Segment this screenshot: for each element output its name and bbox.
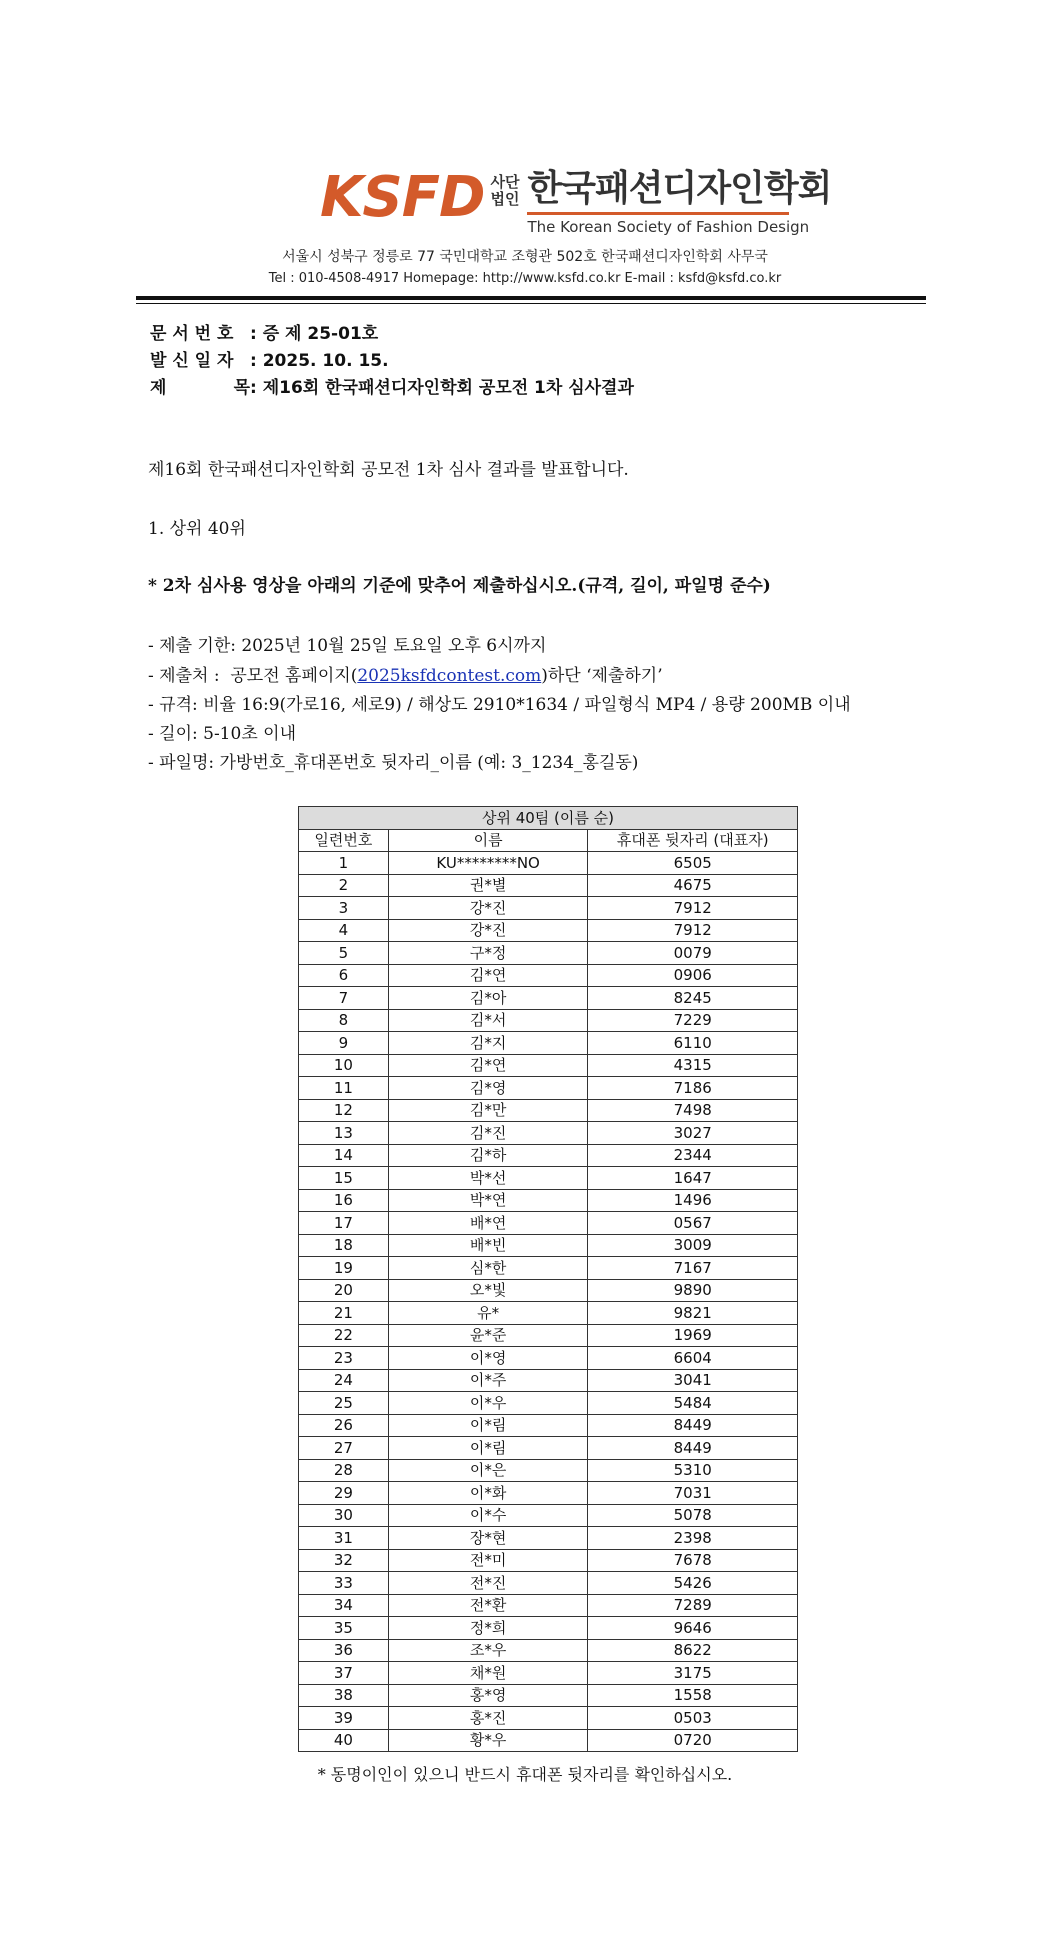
header-name: 이름 xyxy=(388,829,588,852)
row-phone: 7186 xyxy=(588,1077,798,1100)
header-serial: 일련번호 xyxy=(299,829,389,852)
table-row xyxy=(299,987,798,1010)
logo-corp-mark xyxy=(490,174,519,208)
row-name: 권*별 xyxy=(388,874,588,897)
row-name: KU********NO xyxy=(388,852,588,875)
table-row xyxy=(299,1684,798,1707)
row-serial: 7 xyxy=(299,987,389,1010)
row-phone: 7229 xyxy=(588,1009,798,1032)
logo-corp-line1: 사단 xyxy=(490,173,520,191)
row-name: 심*한 xyxy=(388,1257,588,1280)
row-name: 홍*영 xyxy=(388,1684,588,1707)
subject-line xyxy=(150,373,634,398)
row-serial: 24 xyxy=(299,1369,389,1392)
row-name: 전*미 xyxy=(388,1549,588,1572)
row-name: 배*연 xyxy=(388,1212,588,1235)
row-name: 김*서 xyxy=(388,1009,588,1032)
table-row xyxy=(299,1347,798,1370)
row-phone: 5078 xyxy=(588,1504,798,1527)
table-row xyxy=(299,1662,798,1685)
table-row xyxy=(299,1212,798,1235)
row-phone: 5310 xyxy=(588,1459,798,1482)
row-serial: 9 xyxy=(299,1032,389,1055)
row-name: 이*영 xyxy=(388,1347,588,1370)
row-phone: 2344 xyxy=(588,1144,798,1167)
row-name: 유* xyxy=(388,1302,588,1325)
row-serial: 27 xyxy=(299,1437,389,1460)
row-phone: 1496 xyxy=(588,1189,798,1212)
table-row xyxy=(299,1234,798,1257)
row-serial: 26 xyxy=(299,1414,389,1437)
row-name: 오*빛 xyxy=(388,1279,588,1302)
row-serial: 35 xyxy=(299,1617,389,1640)
send-date-line xyxy=(150,346,389,371)
row-serial: 17 xyxy=(299,1212,389,1235)
row-name: 김*진 xyxy=(388,1122,588,1145)
deadline-line: - 제출 기한: 2025년 10월 25일 토요일 오후 6시까지 xyxy=(148,636,547,656)
letterhead-address: 서울시 성북구 정릉로 77 국민대학교 조형관 502호 한국패션디자인학회 사무국 xyxy=(282,249,768,265)
row-phone: 0079 xyxy=(588,942,798,965)
row-phone: 7912 xyxy=(588,919,798,942)
table-row xyxy=(299,1324,798,1347)
row-serial: 18 xyxy=(299,1234,389,1257)
results-table xyxy=(298,806,798,1752)
row-name: 윤*준 xyxy=(388,1324,588,1347)
submit-suffix: )하단 ‘제출하기’ xyxy=(541,666,663,686)
length-line: - 길이: 5-10초 이내 xyxy=(148,724,296,744)
table-row xyxy=(299,1122,798,1145)
table-row xyxy=(299,1369,798,1392)
row-serial: 2 xyxy=(299,874,389,897)
table-row xyxy=(299,1189,798,1212)
row-phone: 3175 xyxy=(588,1662,798,1685)
row-serial: 6 xyxy=(299,964,389,987)
table-row xyxy=(299,1459,798,1482)
row-phone: 8449 xyxy=(588,1414,798,1437)
table-row xyxy=(299,1527,798,1550)
row-serial: 10 xyxy=(299,1054,389,1077)
row-phone: 7678 xyxy=(588,1549,798,1572)
row-serial: 34 xyxy=(299,1594,389,1617)
row-phone: 6505 xyxy=(588,852,798,875)
row-phone: 9646 xyxy=(588,1617,798,1640)
table-header-row xyxy=(299,829,798,852)
table-row xyxy=(299,1054,798,1077)
row-phone: 1558 xyxy=(588,1684,798,1707)
row-phone: 7289 xyxy=(588,1594,798,1617)
subject-value: : 제16회 한국패션디자인학회 공모전 1차 심사결과 xyxy=(250,378,634,398)
row-serial: 22 xyxy=(299,1324,389,1347)
row-serial: 19 xyxy=(299,1257,389,1280)
table-row xyxy=(299,1707,798,1730)
row-serial: 4 xyxy=(299,919,389,942)
row-serial: 16 xyxy=(299,1189,389,1212)
row-name: 구*정 xyxy=(388,942,588,965)
table-row xyxy=(299,1099,798,1122)
row-serial: 13 xyxy=(299,1122,389,1145)
row-phone: 0503 xyxy=(588,1707,798,1730)
row-name: 김*영 xyxy=(388,1077,588,1100)
row-serial: 1 xyxy=(299,852,389,875)
row-phone: 7498 xyxy=(588,1099,798,1122)
row-serial: 36 xyxy=(299,1639,389,1662)
table-title: 상위 40팀 (이름 순) xyxy=(299,807,798,830)
ksfd-logo xyxy=(320,165,832,236)
spec-line: - 규격: 비율 16:9(가로16, 세로9) / 해상도 2910*1634 / 파일형식 MP4 / 용량 200MB 이내 xyxy=(148,695,851,715)
row-serial: 12 xyxy=(299,1099,389,1122)
table-row xyxy=(299,1392,798,1415)
row-name: 강*진 xyxy=(388,919,588,942)
logo-corp-line2: 법인 xyxy=(490,190,520,208)
row-name: 김*지 xyxy=(388,1032,588,1055)
row-phone: 5426 xyxy=(588,1572,798,1595)
row-phone: 4675 xyxy=(588,874,798,897)
row-name: 채*원 xyxy=(388,1662,588,1685)
row-serial: 20 xyxy=(299,1279,389,1302)
row-serial: 38 xyxy=(299,1684,389,1707)
row-phone: 3009 xyxy=(588,1234,798,1257)
filename-line: - 파일명: 가방번호_휴대폰번호 뒷자리_이름 (예: 3_1234_홍길동) xyxy=(148,753,639,773)
submission-notice: * 2차 심사용 영상을 아래의 기준에 맞추어 제출하십시오.(규격, 길이, 파일명 준수) xyxy=(148,576,771,596)
row-phone: 7031 xyxy=(588,1482,798,1505)
row-phone: 6110 xyxy=(588,1032,798,1055)
table-row xyxy=(299,1549,798,1572)
row-phone: 9821 xyxy=(588,1302,798,1325)
row-phone: 5484 xyxy=(588,1392,798,1415)
row-name: 이*림 xyxy=(388,1437,588,1460)
table-row xyxy=(299,1414,798,1437)
doc-number-label: 문 서 번 호 xyxy=(150,324,234,344)
logo-english-name: The Korean Society of Fashion Design xyxy=(527,218,810,236)
row-phone: 8449 xyxy=(588,1437,798,1460)
row-serial: 21 xyxy=(299,1302,389,1325)
row-name: 김*아 xyxy=(388,987,588,1010)
row-name: 김*하 xyxy=(388,1144,588,1167)
table-row xyxy=(299,874,798,897)
table-row xyxy=(299,1302,798,1325)
row-phone: 4315 xyxy=(588,1054,798,1077)
row-serial: 28 xyxy=(299,1459,389,1482)
row-phone: 0720 xyxy=(588,1729,798,1752)
row-name: 이*수 xyxy=(388,1504,588,1527)
row-name: 김*만 xyxy=(388,1099,588,1122)
row-name: 이*은 xyxy=(388,1459,588,1482)
row-phone: 6604 xyxy=(588,1347,798,1370)
row-serial: 15 xyxy=(299,1167,389,1190)
table-row xyxy=(299,919,798,942)
row-phone: 0906 xyxy=(588,964,798,987)
submit-prefix: - 제출처 : 공모전 홈페이지( xyxy=(148,666,358,686)
row-phone: 2398 xyxy=(588,1527,798,1550)
row-name: 이*림 xyxy=(388,1414,588,1437)
row-serial: 29 xyxy=(299,1482,389,1505)
row-name: 이*주 xyxy=(388,1369,588,1392)
table-row xyxy=(299,1572,798,1595)
row-serial: 30 xyxy=(299,1504,389,1527)
table-row xyxy=(299,852,798,875)
row-serial: 40 xyxy=(299,1729,389,1752)
table-row xyxy=(299,1257,798,1280)
row-phone: 3027 xyxy=(588,1122,798,1145)
row-serial: 14 xyxy=(299,1144,389,1167)
send-date-value: : 2025. 10. 15. xyxy=(250,351,389,371)
row-serial: 31 xyxy=(299,1527,389,1550)
row-name: 배*빈 xyxy=(388,1234,588,1257)
row-name: 강*진 xyxy=(388,897,588,920)
row-name: 홍*진 xyxy=(388,1707,588,1730)
table-row xyxy=(299,1617,798,1640)
row-name: 전*환 xyxy=(388,1594,588,1617)
contest-homepage-link[interactable]: 2025ksfdcontest.com xyxy=(357,666,542,686)
table-row xyxy=(299,897,798,920)
row-name: 전*진 xyxy=(388,1572,588,1595)
row-serial: 39 xyxy=(299,1707,389,1730)
table-row xyxy=(299,1437,798,1460)
row-serial: 25 xyxy=(299,1392,389,1415)
row-serial: 23 xyxy=(299,1347,389,1370)
table-row xyxy=(299,1167,798,1190)
intro-text: 제16회 한국패션디자인학회 공모전 1차 심사 결과를 발표합니다. xyxy=(148,460,629,480)
logo-underline xyxy=(527,212,789,215)
letterhead-contact: Tel : 010-4508-4917 Homepage: http://www.ksfd.co.kr E-mail : ksfd@ksfd.co.kr xyxy=(268,271,782,286)
table-row xyxy=(299,1639,798,1662)
row-serial: 33 xyxy=(299,1572,389,1595)
table-row xyxy=(299,1279,798,1302)
row-phone: 8245 xyxy=(588,987,798,1010)
table-row xyxy=(299,1077,798,1100)
row-phone: 7167 xyxy=(588,1257,798,1280)
footnote: * 동명이인이 있으니 반드시 휴대폰 뒷자리를 확인하십시오. xyxy=(317,1765,733,1784)
doc-number-line xyxy=(150,319,378,344)
logo-name-block xyxy=(527,168,831,237)
table-row xyxy=(299,1594,798,1617)
row-name: 박*연 xyxy=(388,1189,588,1212)
header-divider-thin xyxy=(136,303,926,304)
send-date-label: 발 신 일 자 xyxy=(150,351,234,371)
row-name: 장*현 xyxy=(388,1527,588,1550)
row-serial: 37 xyxy=(299,1662,389,1685)
row-name: 조*우 xyxy=(388,1639,588,1662)
row-phone: 3041 xyxy=(588,1369,798,1392)
table-row xyxy=(299,1009,798,1032)
submit-location-line xyxy=(148,661,663,686)
row-phone: 1969 xyxy=(588,1324,798,1347)
row-name: 황*우 xyxy=(388,1729,588,1752)
table-row xyxy=(299,1504,798,1527)
row-serial: 11 xyxy=(299,1077,389,1100)
table-row xyxy=(299,964,798,987)
row-phone: 7912 xyxy=(588,897,798,920)
row-phone: 8622 xyxy=(588,1639,798,1662)
row-phone: 0567 xyxy=(588,1212,798,1235)
table-title-row xyxy=(299,807,798,830)
table-row xyxy=(299,1032,798,1055)
row-phone: 9890 xyxy=(588,1279,798,1302)
doc-number-value: : 증 제 25-01호 xyxy=(250,324,379,344)
row-name: 김*연 xyxy=(388,964,588,987)
row-name: 이*우 xyxy=(388,1392,588,1415)
row-serial: 8 xyxy=(299,1009,389,1032)
row-serial: 3 xyxy=(299,897,389,920)
table-row xyxy=(299,942,798,965)
row-name: 이*화 xyxy=(388,1482,588,1505)
header-phone: 휴대폰 뒷자리 (대표자) xyxy=(588,829,798,852)
table-row xyxy=(299,1729,798,1752)
table-row xyxy=(299,1482,798,1505)
row-name: 박*선 xyxy=(388,1167,588,1190)
subject-label: 제 목 xyxy=(150,378,250,398)
header-divider-thick xyxy=(136,296,926,300)
row-name: 김*연 xyxy=(388,1054,588,1077)
logo-korean-name: 한국패션디자인학회 xyxy=(527,168,832,209)
row-serial: 5 xyxy=(299,942,389,965)
row-name: 정*희 xyxy=(388,1617,588,1640)
row-serial: 32 xyxy=(299,1549,389,1572)
row-phone: 1647 xyxy=(588,1167,798,1190)
table-row xyxy=(299,1144,798,1167)
section-heading: 1. 상위 40위 xyxy=(148,519,246,539)
logo-ksfd-text: KSFD xyxy=(320,165,485,230)
